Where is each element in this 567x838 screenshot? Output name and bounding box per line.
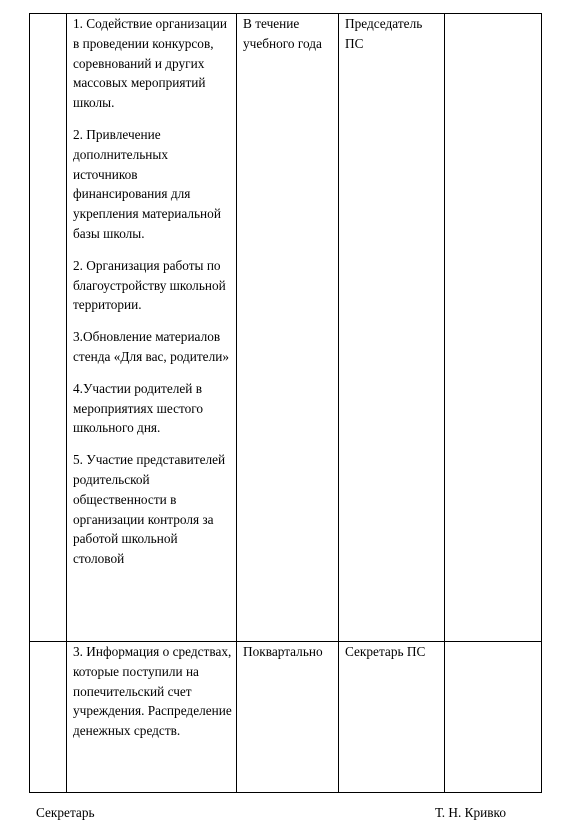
responsible-cell xyxy=(339,642,445,793)
activity-item: 2. Привлечение дополнительных источников финансирования для укрепления материальной базы школы. xyxy=(73,126,221,241)
note-cell xyxy=(445,642,542,793)
table-row xyxy=(30,642,542,793)
activity-item: 5. Участие представителей родительской общественности в организации контроля за работой школьной столовой xyxy=(73,452,226,567)
term-text: Поквартально xyxy=(243,644,323,659)
number-cell xyxy=(30,642,67,793)
signature-line xyxy=(36,803,506,823)
term-cell xyxy=(237,642,339,793)
activity-item: 3. Информация о средствах, которые поступили на попечительский счет учреждения. Распределение денежных средств. xyxy=(73,644,232,739)
activity-item: 4.Участии родителей в мероприятиях шестого школьного дня. xyxy=(73,380,204,436)
plan-table xyxy=(29,13,542,793)
responsible-cell xyxy=(339,14,445,642)
activity-item: 3.Обновление материалов стенда «Для вас, родители» xyxy=(73,329,229,364)
table-row xyxy=(30,14,542,642)
term-text: В течение учебного года xyxy=(243,16,322,51)
number-cell xyxy=(30,14,67,642)
signature-name: Т. Н. Кривко xyxy=(434,805,506,820)
responsible-text: Секретарь ПС xyxy=(345,644,426,659)
activity-item: 2. Организация работы по благоустройству школьной территории. xyxy=(73,257,226,313)
term-cell xyxy=(237,14,339,642)
signature-role: Секретарь xyxy=(36,805,95,820)
note-cell xyxy=(445,14,542,642)
activities-cell xyxy=(67,642,237,793)
responsible-text: Председатель ПС xyxy=(345,16,423,51)
activities-cell xyxy=(67,14,237,642)
activity-item: 1. Содействие организации в проведении конкурсов, соревнований и других массовых мероприятий школы. xyxy=(73,16,227,111)
